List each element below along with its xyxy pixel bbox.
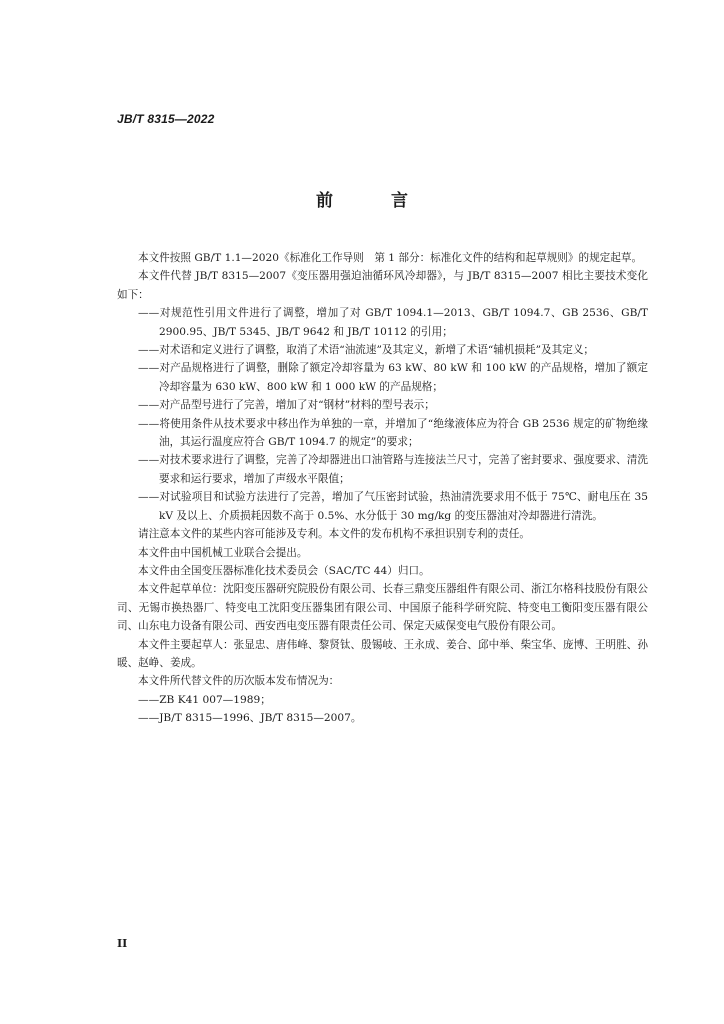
list-item: ——对产品型号进行了完善，增加了对“钢材”材料的型号表示； xyxy=(138,399,435,412)
paragraph-drafters: 本文件主要起草人：张显忠、唐伟峰、黎贤钛、殷锡岐、王永成、姜合、邱中举、柴宝华、庞博、王明胜、孙暖、赵峥、姜成。 xyxy=(117,638,648,669)
paragraph-drafting-rules: 本文件按照 GB/T 1.1—2020《标准化工作导则 第 1 部分：标准化文件的结构和起草规则》的规定起草。 xyxy=(138,252,643,264)
list-item: ——将使用条件从技术要求中移出作为单独的一章，并增加了“绝缘液体应为符合 GB 2536 规定的矿物绝缘油，其运行温度应符合 GB/T 1094.7 的规定”的要求； xyxy=(138,417,648,449)
foreword-body xyxy=(117,249,648,728)
list-item: ——对试验项目和试验方法进行了完善，增加了气压密封试验，热油清洗要求用不低于 75℃、耐电压在 35 kV 及以上、介质损耗因数不高于 0.5%、水分低于 30 mg/kg 的变压器油对冷却器进行清洗。 xyxy=(138,491,648,522)
list-item: ——JB/T 8315—1996、JB/T 8315—2007。 xyxy=(138,712,362,725)
page-title: 前 言 xyxy=(316,191,434,211)
paragraph-drafting-units: 本文件起草单位：沈阳变压器研究院股份有限公司、长春三鼎变压器组件有限公司、浙江尔格科技股份有限公司、无锡市换热器厂、特变电工沈阳变压器集团有限公司、中国原子能科学研究院、特变电工衡阳变压器有限公司、山东电力设备有限公司、西安西电变压器有限责任公司、保定天威保变电气股份有限公司。 xyxy=(117,583,648,633)
list-item: ——对产品规格进行了调整，删除了额定冷却容量为 63 kW、80 kW 和 100 kW 的产品规格，增加了额定冷却容量为 630 kW、800 kW 和 1 000 kW 的产品规格； xyxy=(138,362,648,393)
list-item: ——对规范性引用文件进行了调整，增加了对 GB/T 1094.1—2013、GB/T 1094.7、GB 2536、GB/T 2900.95、JB/T 5345、JB/T 9642 和 JB/T 10112 的引用； xyxy=(138,307,648,338)
paragraph-replaces: 本文件代替 JB/T 8315—2007《变压器用强迫油循环风冷却器》，与 JB/T 8315—2007 相比主要技术变化如下： xyxy=(117,270,648,301)
paragraph-centralized-by: 本文件由全国变压器标准化技术委员会（SAC/TC 44）归口。 xyxy=(138,564,430,577)
list-item: ——ZB K41 007—1989； xyxy=(138,693,271,706)
page-number: II xyxy=(117,937,128,950)
list-item: ——对术语和定义进行了调整，取消了术语“油流速”及其定义，新增了术语“辅机损耗”及其定义； xyxy=(138,344,595,357)
standard-code: JB/T 8315—2022 xyxy=(117,112,215,126)
list-item: ——对技术要求进行了调整，完善了冷却器进出口油管路与连接法兰尺寸，完善了密封要求、强度要求、清洗要求和运行要求，增加了声级水平限值； xyxy=(138,454,648,485)
paragraph-proposed-by: 本文件由中国机械工业联合会提出。 xyxy=(138,546,308,559)
paragraph-history: 本文件所代替文件的历次版本发布情况为： xyxy=(138,675,340,688)
paragraph-patent-notice: 请注意本文件的某些内容可能涉及专利。本文件的发布机构不承担识别专利的责任。 xyxy=(138,528,530,541)
